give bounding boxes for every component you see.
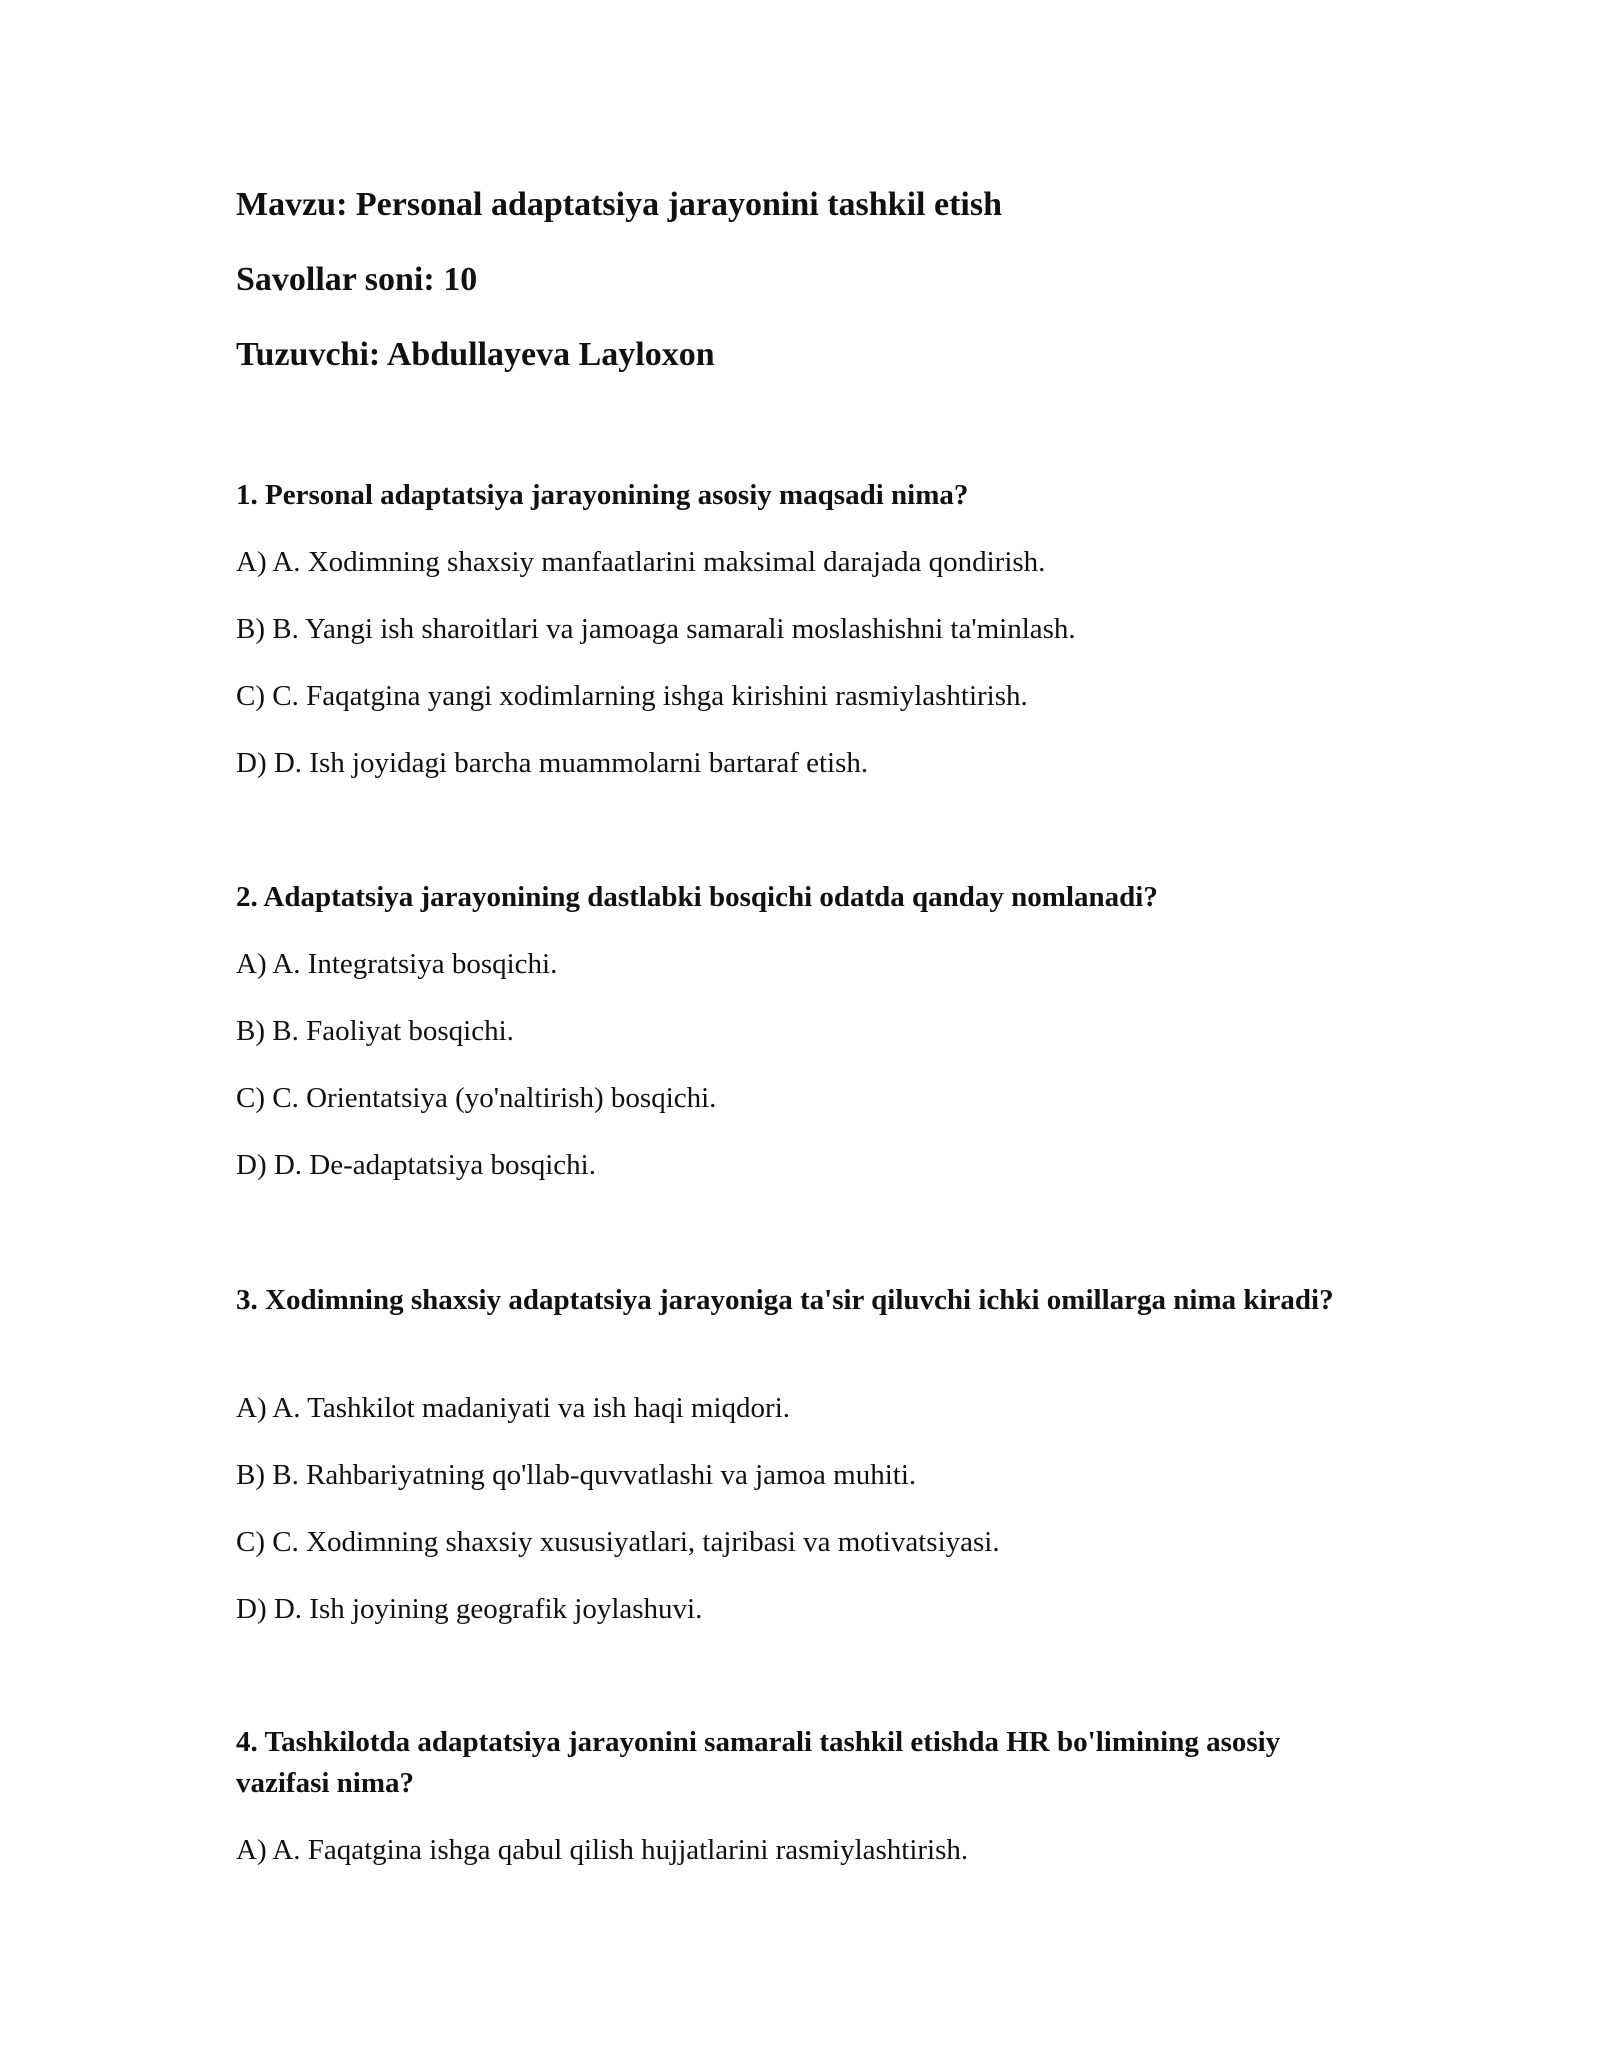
answer-option: D) D. Ish joyining geografik joylashuvi. bbox=[236, 1593, 703, 1625]
answer-option: D) D. De-adaptatsiya bosqichi. bbox=[236, 1149, 596, 1181]
topic-heading: Mavzu: Personal adaptatsiya jarayonini tashkil etish bbox=[236, 186, 1002, 223]
answer-option: A) A. Tashkilot madaniyati va ish haqi miqdori. bbox=[236, 1392, 791, 1424]
answer-option: C) C. Xodimning shaxsiy xususiyatlari, tajribasi va motivatsiyasi. bbox=[236, 1526, 1000, 1558]
answer-option: D) D. Ish joyidagi barcha muammolarni bartaraf etish. bbox=[236, 747, 869, 779]
answer-option: B) B. Rahbariyatning qo'llab-quvvatlashi va jamoa muhiti. bbox=[236, 1459, 917, 1491]
question-title: 2. Adaptatsiya jarayonining dastlabki bosqichi odatda qanday nomlanadi? bbox=[236, 881, 1158, 913]
answer-option: C) C. Faqatgina yangi xodimlarning ishga kirishini rasmiylashtirish. bbox=[236, 680, 1028, 712]
question-title: 3. Xodimning shaxsiy adaptatsiya jarayoniga ta'sir qiluvchi ichki omillarga nima kiradi? bbox=[236, 1284, 1334, 1316]
question-title: 1. Personal adaptatsiya jarayonining asosiy maqsadi nima? bbox=[236, 479, 969, 511]
answer-option: A) A. Integratsiya bosqichi. bbox=[236, 948, 558, 980]
answer-option: B) B. Faoliyat bosqichi. bbox=[236, 1015, 514, 1047]
answer-option: A) A. Xodimning shaxsiy manfaatlarini maksimal darajada qondirish. bbox=[236, 546, 1046, 578]
question-count: Savollar soni: 10 bbox=[236, 261, 478, 298]
question-title: 4. Tashkilotda adaptatsiya jarayonini samarali tashkil etishda HR bo'limining asosiy vazifasi nima? bbox=[236, 1726, 1281, 1799]
author-line: Tuzuvchi: Abdullayeva Layloxon bbox=[236, 336, 715, 373]
answer-option: A) A. Faqatgina ishga qabul qilish hujjatlarini rasmiylashtirish. bbox=[236, 1834, 969, 1866]
answer-option: B) B. Yangi ish sharoitlari va jamoaga samarali moslashishni ta'minlash. bbox=[236, 613, 1076, 645]
answer-option: C) C. Orientatsiya (yo'naltirish) bosqichi. bbox=[236, 1082, 717, 1114]
